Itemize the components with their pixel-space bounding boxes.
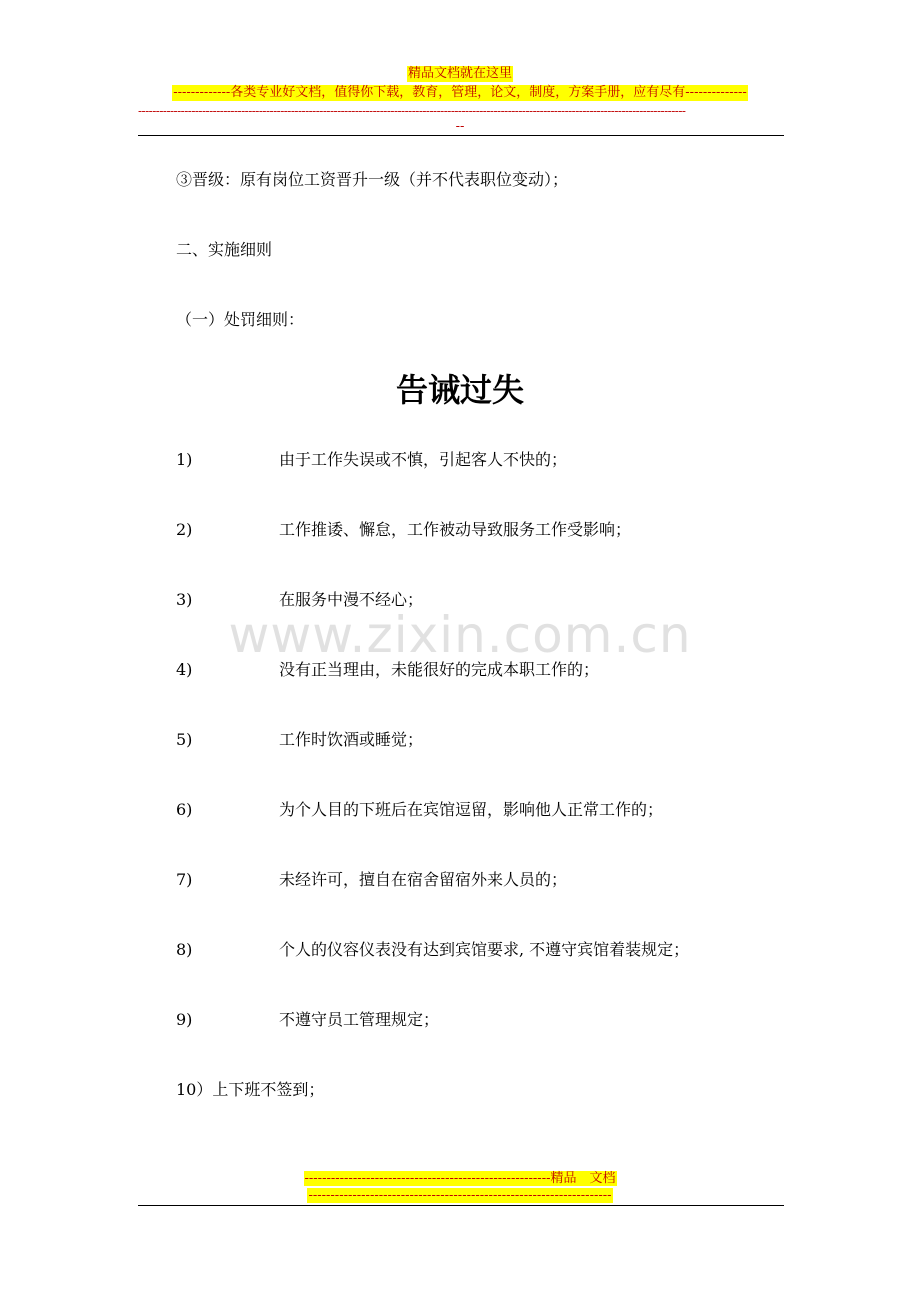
item-text: 为个人目的下班后在宾馆逗留，影响他人正常工作的；	[279, 800, 664, 819]
item-text: 不遵守员工管理规定；	[279, 1010, 440, 1029]
section-heading: 二、实施细则	[176, 240, 273, 259]
item-text: 由于工作失误或不慎，引起客人不快的；	[279, 450, 568, 469]
item-text: 在服务中漫不经心；	[279, 590, 424, 609]
header-tagline: -------------各类专业好文档，值得你下载，教育，管理，论文，制度，方案手册，应有尽有--------------	[173, 85, 747, 100]
item-text: 个人的仪容仪表没有达到宾馆要求, 不遵守宾馆着装规定；	[279, 940, 690, 959]
list-item-10: 10）上下班不签到；	[176, 1080, 325, 1099]
item-text: 工作推诿、懈怠，工作被动导致服务工作受影响；	[279, 520, 632, 539]
page-title: 告诫过失	[395, 371, 524, 409]
footer-rule	[138, 1205, 784, 1206]
item-text: 工作时饮酒或睡觉；	[279, 730, 424, 749]
watermark: www.zixin.com.cn	[228, 606, 692, 664]
header-dashes-tail: --	[455, 119, 465, 134]
item-number: 3)	[176, 590, 193, 609]
item-text: 未经许可，擅自在宿舍留宿外来人员的；	[279, 870, 568, 889]
footer-label: --------------------------------------------------------精品 文档	[304, 1171, 616, 1186]
item-number: 9)	[176, 1010, 193, 1029]
item-number: 5)	[176, 730, 193, 749]
footer-dashes: ---------------------------------------------------------------------	[308, 1188, 612, 1203]
item-number: 7)	[176, 870, 193, 889]
paragraph-promotion: ③晋级：原有岗位工资晋升一级（并不代表职位变动）；	[176, 170, 569, 189]
item-number: 6)	[176, 800, 193, 819]
subsection-heading: （一）处罚细则：	[176, 310, 305, 329]
header-title: 精品文档就在这里	[407, 66, 512, 81]
item-number: 2)	[176, 520, 193, 539]
item-number: 8)	[176, 940, 193, 959]
item-text: 没有正当理由，未能很好的完成本职工作的；	[279, 660, 600, 679]
header-rule	[138, 135, 784, 136]
header-dashes: ----------------------------------------------------------------------------------------------------------------------------------------------------------	[138, 104, 686, 118]
item-number: 4)	[176, 660, 193, 679]
item-number: 1)	[176, 450, 193, 469]
